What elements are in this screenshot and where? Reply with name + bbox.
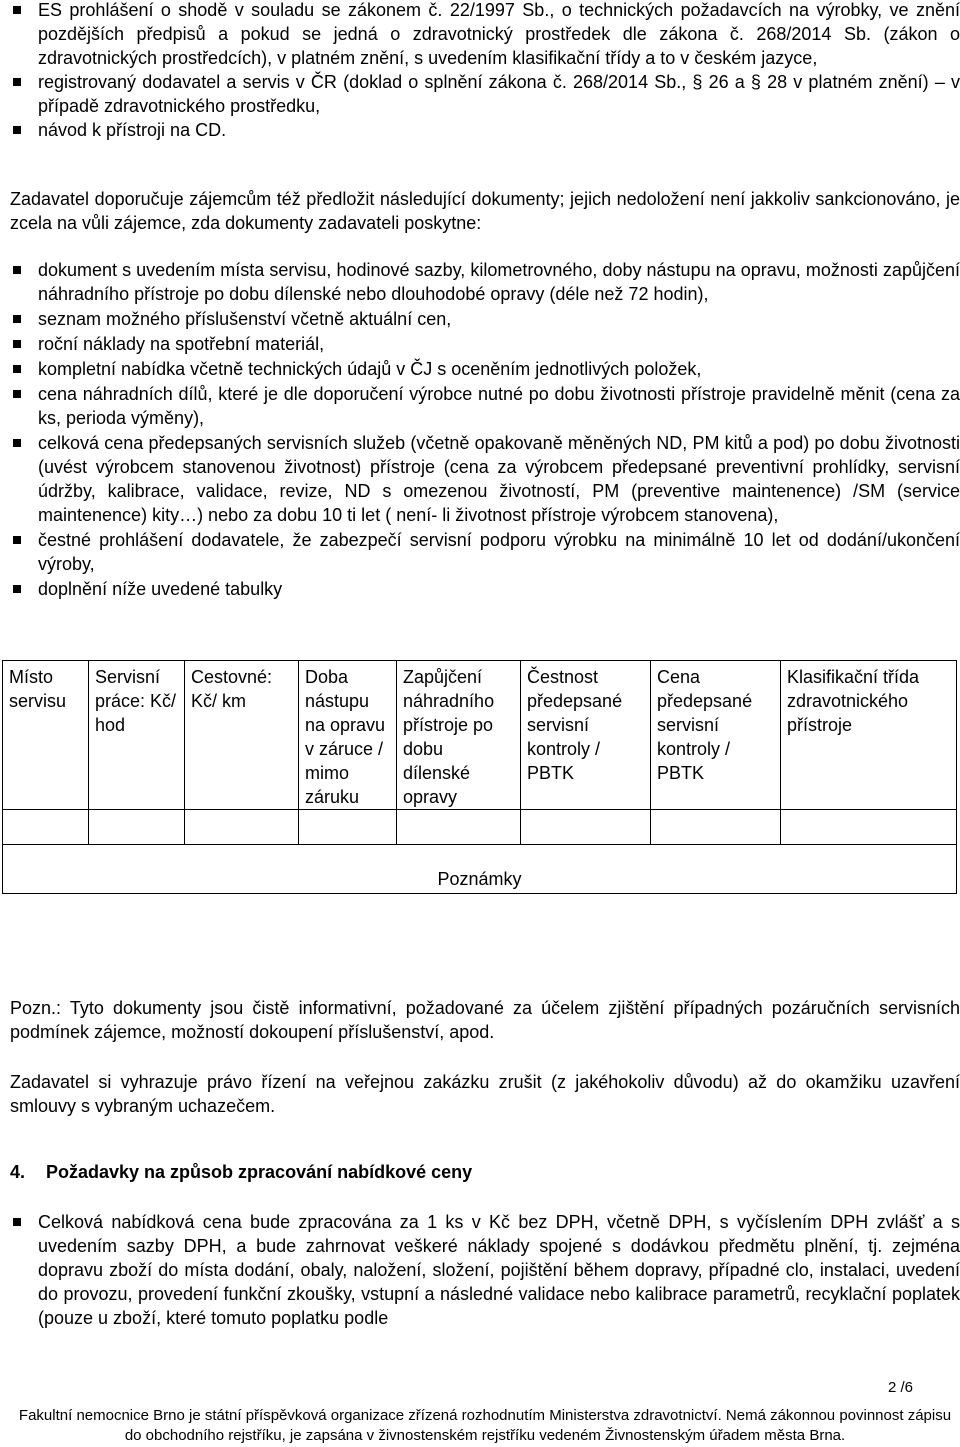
optional-documents-list — [10, 258, 960, 602]
note-paragraph: Pozn.: Tyto dokumenty jsou čistě informativní, požadované za účelem zjištění případných pozáručních servisních podmínek zájemce, možností dokoupení příslušenství, apod. — [10, 998, 960, 1042]
table-cell[interactable] — [397, 810, 521, 845]
list-item: kompletní nabídka včetně technických údajů v ČJ s oceněním jednotlivých položek, — [10, 357, 960, 381]
list-item: seznam možného příslušenství včetně aktuální cen, — [10, 307, 960, 331]
list-item: Celková nabídková cena bude zpracována za 1 ks v Kč bez DPH, včetně DPH, s vyčíslením DPH zvlášť a s uvedením sazby DPH, a bude zahrnovat veškeré náklady spojené s dodávkou předmětu plnění, tj. zejména dopravu zboží do místa dodání, obaly, naložení, složení, pojištění během dopravy, případné clo, instalaci, uvedení do provozu, provedení funkční zkoušky, vstupní a následné validace nebo kalibrace parametrů, recyklační poplatek (pouze u zboží, které tomuto poplatku podle — [10, 1210, 960, 1330]
table-cell[interactable] — [299, 810, 397, 845]
list-item: dokument s uvedením místa servisu, hodinové sazby, kilometrovného, doby nástupu na opravu, možnosti zapůjčení náhradního přístroje po dobu dílenské nebo dlouhodobé opravy (déle než 72 hodin), — [10, 258, 960, 306]
list-item: čestné prohlášení dodavatele, že zabezpečí servisní podporu výrobku na minimálně 10 let od dodání/ukončení výroby, — [10, 528, 960, 576]
list-item: celková cena předepsaných servisních služeb (včetně opakovaně měněných ND, PM kitů a pod) po dobu životnosti (uvést výrobcem stanovenou životnost) přístroje (cena za výrobcem předepsané preventivní prohlídky, servisní údržby, kalibrace, validace, revize, ND s omezenou životností, PM (preventive maintenence) /SM (service maintenence) kity…) nebo za dobu 10 ti let ( není- li životnost přístroje výrobcem stanovena), — [10, 431, 960, 527]
notes-cell[interactable]: Poznámky — [3, 845, 957, 894]
section-heading — [10, 1160, 472, 1184]
table-cell[interactable] — [521, 810, 651, 845]
required-documents-list — [10, 0, 960, 142]
table-header-cell: Klasifikační třída zdravotnického přístroje — [781, 661, 957, 810]
list-item: cena náhradních dílů, které je dle doporučení výrobce nutné po dobu životnosti přístroje pravidelně měnit (cena za ks, perioda výměny), — [10, 382, 960, 430]
recommendation-paragraph: Zadavatel doporučuje zájemcům též předložit následující dokumenty; jejich nedoložení není jakkoliv sankcionováno, je zcela na vůli zájemce, zda dokumenty zadavateli poskytne: — [10, 189, 960, 233]
list-item: návod k přístroji na CD. — [10, 118, 960, 142]
table-cell[interactable] — [3, 810, 89, 845]
reservation-paragraph: Zadavatel si vyhrazuje právo řízení na veřejnou zakázku zrušit (z jakéhokoliv důvodu) až do okamžiku uzavření smlouvy s vybraným uchazečem. — [10, 1072, 960, 1116]
table-header-cell: Čestnost předepsané servisní kontroly / PBTK — [521, 661, 651, 810]
table-cell[interactable] — [651, 810, 781, 845]
table-header-cell: Zapůjčení náhradního přístroje po dobu dílenské opravy — [397, 661, 521, 810]
table-header-cell: Doba nástupu na opravu v záruce / mimo záruku — [299, 661, 397, 810]
footer-line: Fakultní nemocnice Brno je státní příspěvková organizace zřízená rozhodnutím Ministerstva zdravotnictví. Nemá zákonnou povinnost zápisu — [18, 1407, 952, 1424]
table-header-cell: Cestovné: Kč/ km — [185, 661, 299, 810]
list-item: doplnění níže uvedené tabulky — [10, 577, 960, 601]
page-number: 2 /6 — [888, 1379, 914, 1396]
section-number: 4. — [10, 1162, 26, 1182]
table-header-cell: Servisní práce: Kč/ hod — [89, 661, 185, 810]
table-notes-row — [3, 845, 957, 894]
table-cell[interactable] — [781, 810, 957, 845]
service-table — [2, 660, 957, 894]
price-requirements-list — [10, 1210, 960, 1330]
footer-line: do obchodního rejstříku, je zapsána v živnostenském rejstříku vedeném Živnostenským úřadem města Brna. — [124, 1427, 846, 1444]
list-item: registrovaný dodavatel a servis v ČR (doklad o splnění zákona č. 268/2014 Sb., § 26 a § 28 v platném znění) – v případě zdravotnického prostředku, — [10, 70, 960, 118]
section-title: Požadavky na způsob zpracování nabídkové ceny — [46, 1162, 473, 1182]
table-header-cell: Místo servisu — [3, 661, 89, 810]
table-cell[interactable] — [185, 810, 299, 845]
table-header-cell: Cena předepsané servisní kontroly / PBTK — [651, 661, 781, 810]
list-item: roční náklady na spotřební materiál, — [10, 332, 960, 356]
page-footer — [10, 1406, 960, 1446]
table-row — [3, 810, 957, 845]
table-header-row — [3, 661, 957, 810]
table-cell[interactable] — [89, 810, 185, 845]
list-item: ES prohlášení o shodě v souladu se zákonem č. 22/1997 Sb., o technických požadavcích na výrobky, ve znění pozdějších předpisů a pokud se jedná o zdravotnický prostředek dle zákona č. 268/2014 Sb. (zákon o zdravotnických prostředcích), v platném znění, s uvedením klasifikační třídy a to v českém jazyce, — [10, 0, 960, 70]
